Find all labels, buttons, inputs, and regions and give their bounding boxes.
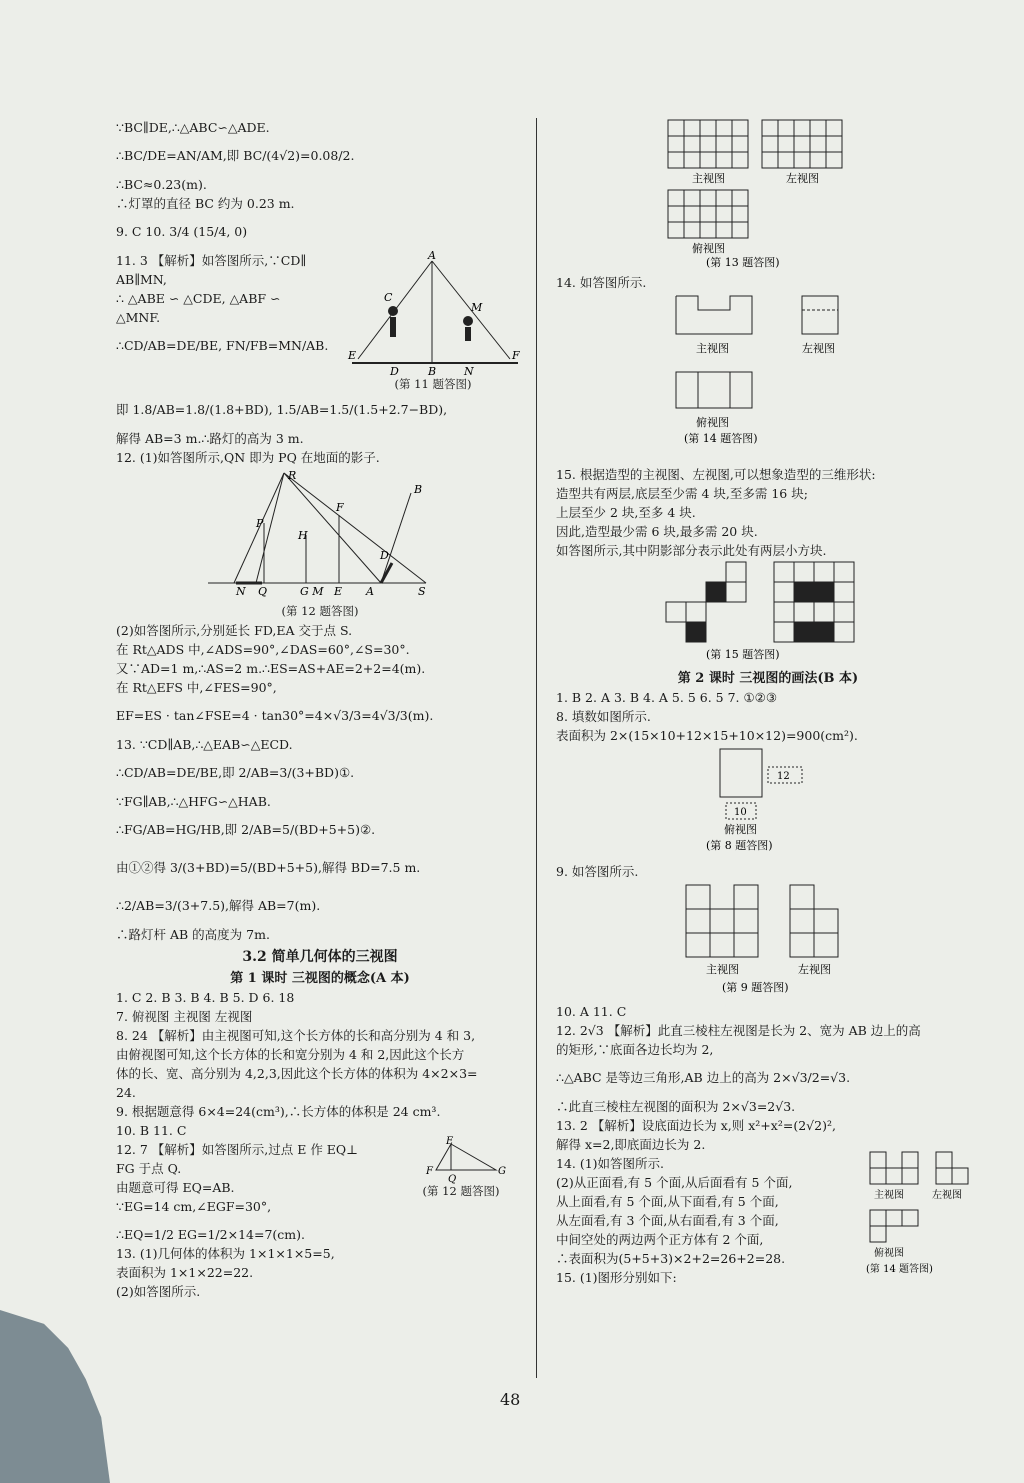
- text-line: 表面积为 1×1×22=22.: [116, 1265, 254, 1280]
- text-line: 10. B 11. C: [116, 1123, 187, 1138]
- svg-text:F: F: [336, 501, 344, 514]
- text-line: ∴路灯杆 AB 的高度为 7m.: [116, 927, 270, 942]
- text-line: 12. 2√3 【解析】此直三棱柱左视图是长为 2、宽为 AB 边上的高: [556, 1023, 921, 1038]
- text-line: ∴△ABC 是等边三角形,AB 边上的高为 2×√3/2=√3.: [556, 1070, 851, 1085]
- figure-caption: (第 14 题答图): [866, 1264, 933, 1275]
- text-line: (2)如答图所示,分别延长 FD,EA 交于点 S.: [116, 623, 353, 638]
- text-line: ∵BC∥DE,∴△ABC∽△ADE.: [116, 120, 270, 135]
- text-line: ∴BC/DE=AN/AM,即 BC/(4√2)=0.08/2.: [116, 148, 355, 163]
- figure-14: [556, 292, 980, 460]
- figure-caption: (第 13 题答图): [706, 256, 780, 269]
- text-line: ∴CD/AB=DE/BE, FN/FB=MN/AB.: [116, 338, 329, 353]
- text-line: 24.: [116, 1085, 136, 1100]
- text-line: 8. 24 【解析】由主视图可知,这个长方体的长和高分别为 4 和 3,: [116, 1028, 476, 1043]
- svg-text:P: P: [256, 517, 264, 530]
- svg-text:A: A: [366, 585, 374, 598]
- figure-11: [348, 249, 524, 378]
- text-line: ∴CD/AB=DE/BE,即 2/AB=3/(3+BD)①.: [116, 765, 355, 780]
- view-label: 俯视图: [874, 1248, 904, 1259]
- view-label: 左视图: [802, 342, 835, 355]
- text-line: 上层至少 2 块,至多 4 块.: [556, 505, 696, 520]
- svg-text:R: R: [288, 469, 297, 482]
- text-line: 由俯视图可知,这个长方体的长和宽分别为 4 和 2,因此这个长方: [116, 1047, 465, 1062]
- text-line: 如答图所示,其中阴影部分表示此处有两层小方块.: [556, 543, 827, 558]
- text-line: 12. (1)如答图所示,QN 即为 PQ 在地面的影子.: [116, 450, 380, 465]
- text-line: 由题意可得 EQ=AB.: [116, 1180, 235, 1195]
- q11-block: [116, 251, 524, 391]
- text-line: 14. 如答图所示.: [556, 275, 647, 290]
- text-line: 在 Rt△EFS 中,∠FES=90°,: [116, 680, 277, 695]
- svg-text:F: F: [512, 349, 520, 362]
- text-line: 即 1.8/AB=1.8/(1.8+BD), 1.5/AB=1.5/(1.5+2.7−BD),: [116, 402, 448, 417]
- svg-text:Q: Q: [258, 585, 268, 598]
- view-label: 俯视图: [724, 823, 757, 836]
- figure-8: [556, 745, 980, 857]
- svg-text:A: A: [428, 249, 436, 262]
- column-divider: [536, 118, 537, 1378]
- text-line: 12. 7 【解析】如答图所示,过点 E 作 EQ⊥: [116, 1142, 358, 1157]
- text-line: 造型共有两层,底层至少需 4 块,至多需 16 块;: [556, 486, 808, 501]
- figure-9: [556, 881, 980, 997]
- text-line: FG 于点 Q.: [116, 1161, 182, 1176]
- figure-15: [556, 560, 980, 664]
- text-line: (2)如答图所示.: [116, 1284, 201, 1299]
- left-column: [116, 118, 524, 1301]
- q12-block: [116, 1136, 524, 1244]
- svg-text:E: E: [348, 349, 357, 362]
- text-line: 8. 填数如图所示.: [556, 709, 651, 724]
- text-line: 1. B 2. A 3. B 4. A 5. 5 6. 5 7. ①②③: [556, 690, 778, 705]
- text-line: 1. C 2. B 3. B 4. B 5. D 6. 18: [116, 990, 295, 1005]
- text-line: 9. C 10. 3/4 (15/4, 0): [116, 224, 248, 239]
- text-line: ∴此直三棱柱左视图的面积为 2×√3=2√3.: [556, 1099, 796, 1114]
- text-line: 13. ∵CD∥AB,∴△EAB∽△ECD.: [116, 737, 293, 752]
- text-line: ∴FG/AB=HG/HB,即 2/AB=5/(BD+5+5)②.: [116, 822, 376, 837]
- figure-caption: (第 15 题答图): [706, 648, 780, 661]
- figure-12b: [416, 1136, 506, 1185]
- right-column: [556, 118, 980, 1306]
- text-line: 因此,造型最少需 6 块,最多需 20 块.: [556, 524, 758, 539]
- text-line: AB∥MN,: [116, 272, 167, 287]
- section-title: 3.2 简单几何体的三视图: [242, 949, 398, 965]
- text-line: 15. 根据造型的主视图、左视图,可以想象造型的三维形状:: [556, 467, 876, 482]
- svg-text:G: G: [498, 1166, 506, 1177]
- view-label: 左视图: [798, 963, 831, 976]
- view-label: 主视图: [706, 963, 739, 976]
- svg-text:S: S: [418, 585, 426, 598]
- text-line: (2)从正面看,有 5 个面,从后面看有 5 个面,: [556, 1175, 793, 1190]
- svg-text:D: D: [380, 549, 389, 562]
- text-line: 13. 2 【解析】设底面边长为 x,则 x²+x²=(2√2)²,: [556, 1118, 836, 1133]
- text-line: 15. (1)图形分别如下:: [556, 1270, 677, 1285]
- svg-text:E: E: [446, 1136, 454, 1147]
- text-line: 的矩形,∵底面各边长均为 2,: [556, 1042, 714, 1057]
- text-line: ∴BC≈0.23(m).: [116, 177, 207, 192]
- svg-text:B: B: [414, 483, 423, 496]
- figure-caption: (第 12 题答图): [281, 604, 359, 618]
- text-line: 10. A 11. C: [556, 1004, 627, 1019]
- view-label: 俯视图: [696, 416, 729, 429]
- torn-paper-edge: [0, 1310, 110, 1483]
- text-line: 13. (1)几何体的体积为 1×1×1×5=5,: [116, 1246, 335, 1261]
- svg-text:C: C: [384, 291, 393, 304]
- text-line: 由①②得 3/(3+BD)=5/(BD+5+5),解得 BD=7.5 m.: [116, 860, 421, 875]
- fig8-num: 12: [777, 771, 790, 782]
- text-line: 9. 如答图所示.: [556, 864, 639, 879]
- svg-text:G M: G M: [300, 585, 324, 598]
- view-label: 俯视图: [692, 242, 725, 255]
- text-line: 表面积为 2×(15×10+12×15+10×12)=900(cm²).: [556, 728, 858, 743]
- text-line: ∵EG=14 cm,∠EGF=30°,: [116, 1199, 272, 1214]
- text-line: ∴2/AB=3/(3+7.5),解得 AB=7(m).: [116, 898, 321, 913]
- text-line: ∵FG∥AB,∴△HFG∽△HAB.: [116, 794, 271, 809]
- text-line: 从左面看,有 3 个面,从右面看,有 3 个面,: [556, 1213, 779, 1228]
- text-line: ∴ △ABE ∽ △CDE, △ABF ∽: [116, 291, 281, 306]
- figure-caption: (第 11 题答图): [394, 377, 472, 391]
- svg-text:E: E: [334, 585, 343, 598]
- text-line: 解得 x=2,即底面边长为 2.: [556, 1137, 706, 1152]
- text-line: 又∵AD=1 m,∴AS=2 m.∴ES=AS+AE=2+2=4(m).: [116, 661, 426, 676]
- view-label: 主视图: [874, 1190, 904, 1201]
- text-line: △MNF.: [116, 310, 161, 325]
- text-line: 体的长、宽、高分别为 4,2,3,因此这个长方体的体积为 4×2×3=: [116, 1066, 478, 1081]
- figure-13: [556, 118, 980, 268]
- text-line: ∴灯罩的直径 BC 约为 0.23 m.: [116, 196, 295, 211]
- figure-caption: (第 9 题答图): [722, 981, 789, 994]
- text-line: 11. 3 【解析】如答图所示,∵CD∥: [116, 253, 307, 268]
- view-label: 主视图: [696, 342, 729, 355]
- figure-14b: [862, 1148, 980, 1278]
- svg-text:B: B: [428, 365, 437, 378]
- figure-caption: (第 14 题答图): [684, 432, 758, 445]
- page-number: 48: [500, 1390, 521, 1409]
- figure-caption: (第 8 题答图): [706, 839, 773, 852]
- svg-text:N: N: [464, 365, 474, 378]
- q14-block: [556, 1154, 980, 1306]
- svg-text:D: D: [390, 365, 399, 378]
- svg-text:N: N: [236, 585, 246, 598]
- text-line: 中间空处的两边两个正方体有 2 个面,: [556, 1232, 764, 1247]
- svg-text:Q: Q: [448, 1174, 457, 1185]
- text-line: 9. 根据题意得 6×4=24(cm³),∴长方体的体积是 24 cm³.: [116, 1104, 441, 1119]
- text-line: ∴表面积为(5+5+3)×2+2=26+2=28.: [556, 1251, 786, 1266]
- text-line: 解得 AB=3 m.∴路灯的高为 3 m.: [116, 431, 304, 446]
- text-line: 从上面看,有 5 个面,从下面看,有 5 个面,: [556, 1194, 779, 1209]
- subsection-title: 第 2 课时 三视图的画法(B 本): [677, 671, 859, 686]
- subsection-title: 第 1 课时 三视图的概念(A 本): [230, 971, 410, 986]
- svg-text:H: H: [298, 529, 308, 542]
- text-line: 在 Rt△ADS 中,∠ADS=90°,∠DAS=60°,∠S=30°.: [116, 642, 410, 657]
- text-line: 7. 俯视图 主视图 左视图: [116, 1009, 253, 1024]
- view-label: 主视图: [692, 172, 725, 185]
- text-line: ∴EQ=1/2 EG=1/2×14=7(cm).: [116, 1227, 305, 1242]
- text-line: EF=ES · tan∠FSE=4 · tan30°=4×√3/3=4√3/3(m).: [116, 708, 434, 723]
- view-label: 左视图: [932, 1190, 962, 1201]
- figure-caption: (第 12 题答图): [422, 1184, 500, 1198]
- text-line: 14. (1)如答图所示.: [556, 1156, 665, 1171]
- figure-12: [116, 467, 524, 597]
- view-label: 左视图: [786, 172, 819, 185]
- svg-text:M: M: [471, 301, 483, 314]
- fig8-num: 10: [734, 807, 747, 818]
- svg-text:F: F: [426, 1166, 433, 1177]
